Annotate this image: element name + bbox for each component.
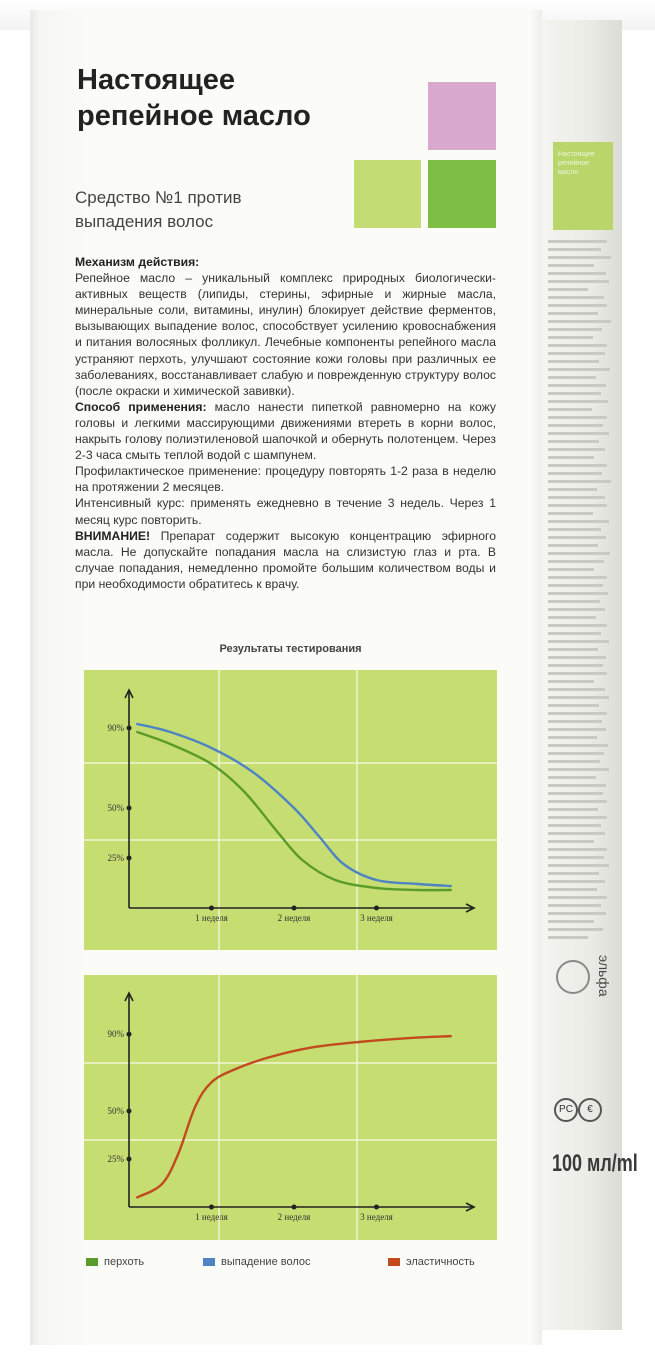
subtitle-line-2: выпадения волос: [75, 212, 214, 231]
title-line-2: репейное масло: [77, 100, 311, 132]
conformity-symbol-icon: €: [578, 1098, 602, 1122]
recycle-symbol-icon: PC: [554, 1098, 578, 1122]
series-line-hair_loss: [137, 724, 451, 886]
chart-elasticity: [84, 975, 497, 1240]
legend-swatch-elasticity: [388, 1258, 400, 1266]
legend-item-elasticity: [388, 1256, 475, 1268]
warning-heading: ВНИМАНИЕ!: [75, 528, 151, 543]
green-square: [428, 160, 496, 228]
chart-2-svg: [84, 975, 497, 1240]
legend-swatch-dandruff: [86, 1258, 98, 1266]
certification-logo-icon: [556, 960, 590, 994]
y-tick-dot: [127, 1032, 132, 1037]
results-title: Результаты тестирования: [219, 643, 362, 655]
chart-1-svg: [84, 670, 497, 950]
pink-square: [428, 82, 496, 150]
y-tick-dot: [127, 1109, 132, 1114]
y-tick-label: 50%: [107, 803, 124, 813]
legend-item-hair-loss: [203, 1256, 311, 1268]
legend-label-hair-loss: выпадение волос: [221, 1256, 311, 1268]
y-tick-dot: [127, 726, 132, 731]
warning-text: Препарат содержит высокую концентрацию эфирного масла. Не допускайте попадания масла на слизистую глаз и рта. В случае попадания, немедленно промойте большим количеством воды и при необходимости обратитесь к врачу.: [75, 528, 497, 591]
side-green-text: Настоящее репейное масло: [558, 151, 595, 176]
chart-hair-loss-dandruff: [84, 670, 497, 950]
y-tick-dot: [127, 856, 132, 861]
y-tick-label: 50%: [107, 1106, 124, 1116]
y-tick-label: 25%: [107, 853, 124, 863]
side-volume: 100 мл/ml: [552, 1150, 638, 1177]
legend-swatch-hair-loss: [203, 1258, 215, 1266]
usage-heading: Способ применения:: [75, 399, 207, 414]
y-tick-label: 90%: [107, 1029, 124, 1040]
usage-text: масло нанести пипеткой равномерно на кожу головы и легкими массирующими движениями втереть в корни волос, накрыть голову полиэтиленовой шапочкой и обернуть полотенцем. Через 2-3 часа смыть теплой водой с шампунем.: [75, 399, 496, 463]
series-line-elasticity: [137, 1036, 451, 1197]
prophylaxis-text: Профилактическое применение: процедуру повторять 1-2 раза в неделю на протяжении 2 месяцев.: [75, 464, 496, 495]
mechanism-heading: Механизм действия:: [75, 255, 200, 269]
x-tick-label: 1 неделя: [195, 913, 228, 923]
subtitle-line-1: Средство №1 против: [75, 188, 242, 207]
x-tick-label: 1 неделя: [195, 1212, 228, 1222]
x-tick-dot: [209, 906, 214, 911]
x-tick-label: 2 неделя: [277, 913, 311, 923]
product-subtitle: [75, 186, 365, 234]
side-fine-print: [548, 240, 614, 944]
x-tick-label: 2 неделя: [277, 1212, 311, 1222]
title-line-1: Настоящее: [77, 64, 235, 96]
instructions-text: [75, 254, 496, 592]
legend-item-dandruff: [86, 1256, 144, 1268]
x-tick-label: 3 неделя: [360, 1212, 393, 1222]
intensive-text: Интенсивный курс: применять ежедневно в течение 3 недель. Через 1 месяц курс повторить.: [75, 496, 496, 527]
y-tick-label: 25%: [107, 1154, 124, 1164]
x-tick-label: 3 неделя: [360, 913, 393, 923]
product-title: [77, 62, 407, 134]
x-tick-dot: [209, 1205, 214, 1210]
x-tick-dot: [292, 906, 297, 911]
y-tick-dot: [127, 806, 132, 811]
y-tick-label: 90%: [107, 723, 124, 733]
series-line-dandruff: [137, 732, 451, 890]
legend-label-elasticity: эластичность: [406, 1256, 475, 1268]
x-tick-dot: [374, 906, 379, 911]
y-tick-dot: [127, 1157, 132, 1162]
side-brand-name: эльфа: [596, 955, 612, 997]
x-tick-dot: [292, 1205, 297, 1210]
x-tick-dot: [374, 1205, 379, 1210]
legend-label-dandruff: перхоть: [104, 1256, 145, 1268]
mechanism-text: Репейное масло – уникальный комплекс природных биологически-активных веществ (липиды, стерины, эфирные и жирные масла, минеральные соли, витамины, инулин) блокирует действие ферментов, вызывающих выпадение волос, способствует усилению кровоснабжения и питания волосяных фолликул. Лечебные компоненты репейного масла устраняют перхоть, улучшают состояние кожи головы при различных ее заболеваниях, восстанавливает слабую и поврежденную структуру волос (после окраски и химической завивки).: [75, 271, 496, 398]
